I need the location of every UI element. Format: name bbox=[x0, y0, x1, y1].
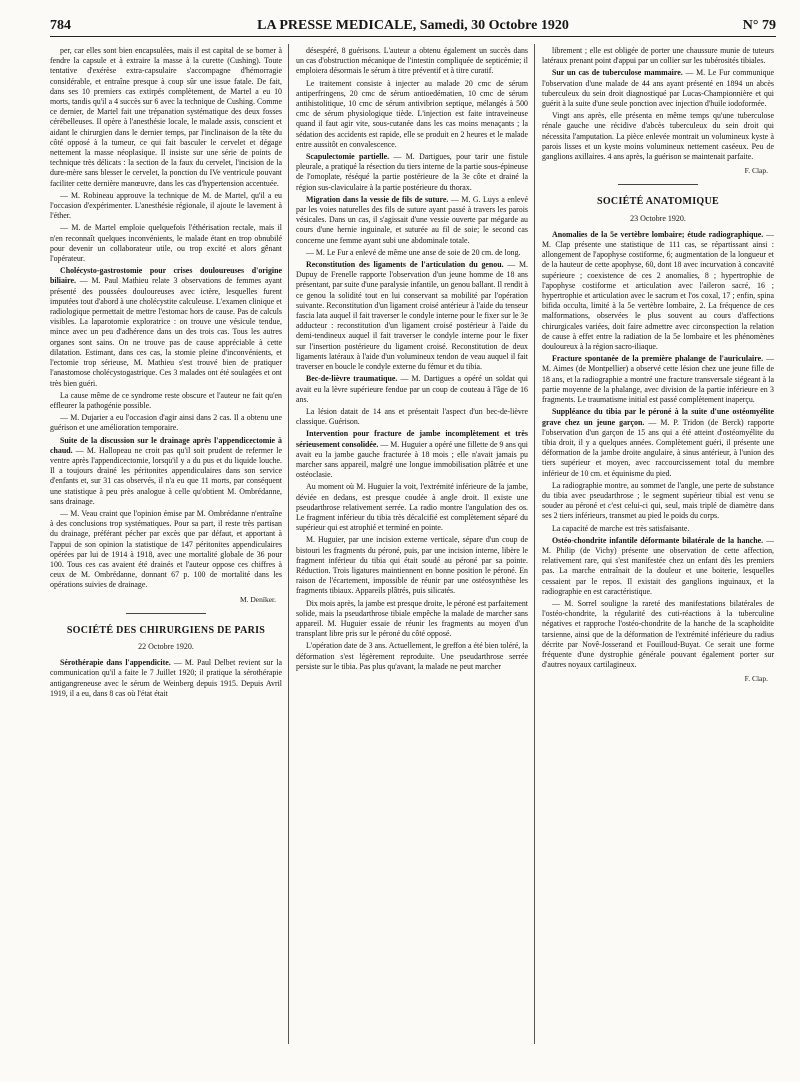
paragraph: Vingt ans après, elle présenta en même temps qu'une tuberculose rénale gauche une récidive d'abcès tuberculeux du sein droit qui nécessita l'amputation. La pièce enlevée montrait un volumineux kyste à parois lisses et un kyste moins volumineux nettement caséeux. Peu de ganglions axillaires. 4 ans après, la guérison se maintenait parfaite. bbox=[542, 111, 774, 162]
paragraph: librement ; elle est obligée de porter une chaussure munie de tuteurs latéraux prenant point d'appui par un collier sur les tubérosités tibiales. bbox=[542, 46, 774, 66]
section-date: 23 Octobre 1920. bbox=[630, 213, 686, 223]
article bbox=[296, 195, 528, 246]
article-heading: Sérothérapie dans l'appendicite. bbox=[60, 658, 171, 668]
section-rule bbox=[618, 184, 698, 185]
article-text: — M. Huguier a opéré une fillette de 9 ans qui avait eu la jambe gauche fracturée à 18 mois ; elle n'avait jamais pu marcher sans appareil, malgré une longue immobilisation plâtrée et une ostéoclasie. bbox=[296, 439, 528, 480]
article-heading: Reconstitution des ligaments de l'articulation du genou. bbox=[306, 260, 504, 270]
paragraph: — M. Veau craint que l'opinion émise par M. Ombrédanne n'entraîne à des conclusions trop systématiques. Pour sa part, il reste très partisan du drainage, préférant pécher par excès que par défaut, et apportant à l'appui de son opinion la statistique de 147 péritonites appendiculaires opérées par lui de 1914 à 1918, avec une mortalité globale de 36 pour 100. Tous ces cas avaient été drainés et l'auteur oppose ces chiffres à ceux de M. Ombrédanne, donnant 67 p. 100 de mortalité dans les opérations suivies de drainage. bbox=[50, 508, 282, 590]
paragraph: L'opération date de 3 ans. Actuellement, le greffon a été bien toléré, la déformation s'est légèrement reproduite. Une pseudarthrose serrée persiste sur le tibia. Pas plus qu'avant, la malade ne peut marcher bbox=[296, 641, 528, 671]
article bbox=[50, 436, 282, 507]
page-header bbox=[50, 16, 776, 37]
paragraph: per, car elles sont bien encapsulées, mais il est capital de se borner à fendre la capsule et à extraire la masse à la curette (Cushing). Toute tentative d'exérèse extra-capsulaire s'accompagne d'hémorragie considérable, et entraîne presque à coup sûr une issue fatale. De fait, dans ses 10 premiers cas extirpés complètement, de Martel a eu 10 morts, tandis qu'il a 4 succès sur 6 avec la technique de Cushing. Comme ce dernier, de Martel fait une trépanation systématique des deux fosses cérébelleuses. Il opère à l'anesthésie locale, le malade assis, conscient et aidant le chirurgien dans le dernier temps, par l'inclinaison de la tête du côté opposé à la tumeur, ce qui fait basculer le cervelet et dégage nettement la masse néoplasique. Il insiste sur une série de points de technique très délicats : la section de la faux du cervelet, l'incision de la dure-mère sans blesser le cervelet, la ponction du IVe ventricule pouvant faciliter cette dernière manœuvre, dans les cas d'hypertension accentuée. bbox=[50, 46, 282, 188]
paragraph: Au moment où M. Huguier la voit, l'extrémité inférieure de la jambe, déviée en dedans, est presque coudée à angle droit. Il existe une pseudarthrose relativement serrée. La radio montre l'angulation des os. Le fragment inférieur du tibia très décalcifié est complètement séparé du supérieur qui est atrophié et terminé en pointe. bbox=[296, 482, 528, 533]
article-text: — M. Dartigues a opéré un soldat qui avait eu la lèvre supérieure fendue par un coup de couteau à l'âge de 16 ans. bbox=[296, 374, 528, 404]
paragraph: La radiographie montre, au sommet de l'angle, une perte de substance du tibia avec pseudarthrose ; le segment supérieur tibial est venu se souder au péroné et c'est celui-ci qui, seul, mais triplé de diamètre dans ses 2 tiers inférieurs, transmet au pied le poids du corps. bbox=[542, 480, 774, 521]
author-signature: M. Denïker. bbox=[239, 594, 276, 604]
article bbox=[542, 354, 774, 405]
article-heading: Fracture spontanée de la première phalange de l'auriculaire. bbox=[552, 354, 764, 364]
paragraph: — M. Le Fur a enlevé de même une anse de soie de 20 cm. de long. bbox=[306, 247, 521, 257]
section-heading: SOCIÉTÉ ANATOMIQUE bbox=[596, 196, 719, 208]
paragraph: — M. Dujarier a eu l'occasion d'agir ainsi dans 2 cas. Il a obtenu une guérison et une amélioration temporaire. bbox=[50, 413, 282, 433]
article-heading: Scapulectomie partielle. bbox=[306, 152, 390, 162]
article-text: — M. Hallopeau ne croit pas qu'il soit prudent de refermer le ventre après l'appendicectomie, lorsqu'il y a du pus et du liquide louche. Il a toujours drainé les péritonites appendiculaires dans son service d'enfants et, sur 31 cas observés, il n'a eu que 11 morts, par conséquent une statistique à peu près analogue à celle qu'obtient M. Ombrédanne, sans drainage. bbox=[50, 445, 282, 506]
author-signature: F. Clap. bbox=[744, 674, 768, 684]
article-text: — M. Clap présente une statistique de 111 cas, se répartissant ainsi : allongement de l'apophyse costiforme, 6; augmentation de la longueur et de la hauteur de cette apophyse, 60, dont 18 avec incurvation à concavité supérieure ; coexistence de ces 2 anomalies, 8 ; hypertrophie de l'apophyse costiforme et articulation avec l'aileron sacré, 16 ; hypertrophie et articulation avec le sacrum et l'os coxal, 17 ; enfin, spina bifida occulta, limité à la 5e vertèbre lombaire, 2. La fréquence de ces malformations, observées le plus souvent au cours d'affections chirurgicales variées, doit faire admettre avec circonspection la relation de cause à effet entre la radiation de la 5e lombaire et les phénomènes douloureux à la région sacro-iliaque. bbox=[542, 229, 774, 352]
article bbox=[296, 152, 528, 193]
article-text: — M. G. Luys a enlevé par les voies naturelles des fils de suture ayant passé à travers les parois vésicales. Dans un cas, il s'agissait d'une vessie ouverte par mégarde au cours d'une hernie inguinale, et suturée au fil de soie; le second cas concerne une femme ayant subi une abdominale totale. bbox=[296, 194, 528, 245]
paragraph: — M. Sorrel souligne la rareté des manifestations bilatérales de l'ostéo-chondrite, la régularité des cuti-réactions à la tuberculine négatives et rapproche l'ostéo-chondrite de la hanche de la scaphoïdite tarsienne, ainsi que de la déformation de l'extrémité inférieure du radius décrite par Novê-Josserand et Fouilloud-Buyat. Ce serait une forme fréquente d'une dystrophie générale pouvant également porter sur d'autres noyaux cartilagineux. bbox=[542, 598, 774, 670]
article bbox=[296, 374, 528, 405]
article-text: — M. Paul Delbet revient sur la communication qu'il a faite le 7 Juillet 1920; il pratique la sérothérapie antigangreneuse avec le sérum de Weinberg depuis 1915. Depuis Avril 1919, il a eu, dans 8 cas où l'état était bbox=[50, 658, 282, 698]
article-text: — M. Aimes (de Montpellier) a observé cette lésion chez une jeune fille de 18 ans, et la radiographie a montré une fracture transversale siégeant à la partie moyenne de la phalange, avec division de la partie inférieure en 3 fragments. Le traumatisme initial est passé complètement inaperçu. bbox=[542, 354, 774, 405]
paragraph: Dix mois après, la jambe est presque droite, le péroné est parfaitement solide, mais la pseudarthrose tibiale empêche la malade de marcher sans appareil. M. Huguier essaie de réunir les fragments au moyen d'un transplant libre pris sur le péroné du côté opposé. bbox=[296, 598, 528, 639]
article-heading: Ostéo-chondrite infantile déformante bilatérale de la hanche. bbox=[552, 535, 764, 545]
paragraph: La capacité de marche est très satisfaisante. bbox=[552, 523, 690, 533]
author-signature: F. Clap. bbox=[744, 166, 768, 176]
article-text: — M. Dupuy de Frenelle rapporte l'observation d'un jeune homme de 18 ans présentant, par suite d'une paralysie infantile, un genou ballant. Il rendit à ce genou la solidité tout en lui conservant sa mobilité par l'opération suivante. Reconstitution d'un ligament croisé antérieur à l'aide du tenseur fascia lata auquel il fait traverser le condyle interne pour le fixer sur le 3e adducteur : reconstitution d'un ligament croisé postérieur à l'aide du demi-tendineux auquel il fait traverser le condyle interne pour le fixer sur l'insertion postérieure du ligament croisé. Reconstitution de deux ligaments latéraux à l'aide d'un volumineux tendon de veau auquel il fait traverser en boucle le condyle externe du fémur et du tibia. bbox=[296, 260, 528, 372]
article-text: — M. P. Tridon (de Berck) rapporte l'observation d'un garçon de 15 ans qui a été atteint d'ostéomyélite du tibia droit, il y a quelques années. Complètement guéri, il présente une déformation de la jambe droite angulaire, à sinus antérieur, à l'union des tiers supérieur et moyen, avec raccourcissement total du membre inférieur de 10 cm. et équinisme du pied. bbox=[542, 417, 774, 478]
article-text: — M. Philip (de Vichy) présente une observation de cette affection, relativement rare, qui s'est manifestée chez un enfant dès les premiers pas. La marche entraînait de la douleur et une boiterie, lesquelles cessaient par le repos. Il existait des ganglions inguinaux, et la radiographie en est caractéristique. bbox=[542, 535, 774, 596]
article-text: — M. Dartigues, pour tarir une fistule pleurale, a pratiqué la résection du tiers interne de la partie sous-épineuse de l'omoplate, réséqué la partie postérieure de la 3e côte et drainé la région sus-claviculaire à la partie postérieure du thorax. bbox=[296, 152, 528, 192]
paragraph: — M. de Martel emploie quelquefois l'éthérisation rectale, mais il n'en reconnaît quelques inconvénients, le malade étant en trop obnubilé pour devenir un collaborateur utile, ou trop excité et alors gênant l'opérateur. bbox=[50, 223, 282, 264]
column-3 bbox=[542, 46, 774, 1056]
paragraph: La cause même de ce syndrome reste obscure et l'auteur ne fait qu'en effleurer la pathogénie possible. bbox=[50, 390, 282, 410]
article-heading: Migration dans la vessie de fils de suture. bbox=[306, 194, 449, 204]
section-rule bbox=[126, 613, 206, 614]
paragraph: M. Huguier, par une incision externe verticale, sépare d'un coup de bistouri les fragments du péroné, puis, par une incision interne, libère le fragment inférieur du tibia qui était soudé au péroné par sa pointe. Réduction. Trois ligatures maintiennent en bonne position le péroné. En raison de l'écartement, impossible de réunir par une ostéosynthèse les fragments tibiaux. Appareils plâtrés, puis silicatés. bbox=[296, 535, 528, 596]
article-heading: Suppléance du tibia par le péroné à la suite d'une ostéomyélite grave chez un jeune garçon. bbox=[542, 407, 774, 427]
column-divider bbox=[288, 44, 289, 1044]
article bbox=[50, 266, 282, 388]
article-heading: Anomalies de la 5e vertèbre lombaire; étude radiographique. bbox=[552, 229, 764, 239]
article bbox=[296, 260, 528, 372]
article-text: — M. Paul Mathieu relate 3 observations de femmes ayant présenté des poussées douloureuses avec ictère, lesquelles furent imputées tout d'abord à une cholécystite calculeuse. L'examen clinique et radiologique permettait de mettre l'estomac hors de cause. Pas de calculs visibles. La laparotomie exploratrice : on trouve une vésicule tendue, mince avec un peu d'adhérence dans un des trois cas. Tous les autres organes sont sains. On ne trouve pas de cause appréciable à cette dilatation. Estimant, dans ces cas, la stomie pleine d'inconvénients, et l'ectomie trop sérieuse, M. Mathieu s'est trouvé bien de pratiquer l'anastomose cholécystogastrique. Ces 3 malades ont été soulagées et ont très bien guéri. bbox=[50, 276, 282, 388]
article bbox=[50, 658, 282, 699]
article-heading: Bec-de-lièvre traumatique. bbox=[306, 374, 398, 384]
article-text: — M. Le Fur communique l'observation d'une malade de 44 ans ayant présenté en 1894 un abcès tuberculeux du sein droit diagnostiqué par Lucas-Championnière et qui guérit à la suite d'une seule ponction avec injection d'huile iodoformée. bbox=[542, 68, 774, 109]
article bbox=[542, 68, 774, 109]
paragraph: — M. Robineau approuve la technique de M. de Martel, qu'il a eu l'occasion d'expérimenter. L'anesthésie régionale, il ajoute le lavement à l'éther. bbox=[50, 190, 282, 221]
page-number: 784 bbox=[50, 18, 71, 33]
section-date: 22 Octobre 1920. bbox=[138, 641, 194, 651]
column-1 bbox=[50, 46, 282, 1056]
article-heading: Sur un cas de tuberculose mammaire. bbox=[552, 68, 683, 78]
paragraph: La lésion datait de 14 ans et présentait l'aspect d'un bec-de-lièvre classique. Guérison. bbox=[296, 406, 528, 427]
column-divider bbox=[534, 44, 535, 1044]
column-2 bbox=[296, 46, 528, 1056]
article-heading: Cholécysto-gastrostomie pour crises douloureuses d'origine biliaire. bbox=[50, 266, 282, 286]
article-heading: Intervention pour fracture de jambe incomplètement et très sérieusement consolidée. bbox=[296, 429, 528, 449]
paragraph: désespéré, 8 guérisons. L'auteur a obtenu également un succès dans un cas d'obstruction mécanique de l'intestin compliquée de septicémie; il emploiera désormais le sérum à titre préventif et à titre curatif. bbox=[296, 46, 528, 76]
article bbox=[542, 536, 774, 597]
paragraph: Le traitement consiste à injecter au malade 20 cmc de sérum antiperfringens, 20 cmc de sérum antioedématien, 10 cmc de sérum antihistolitique, 10 cmc de sérum antivibrion septique, mélangés à 500 cmc de sérum physiologique tiède. L'injection est faite intraveineuse quand il faut agir vite, sous-cutanée dans les cas moins menaçants ; la sédation des accidents est rapide, elle se produit en 2 heures et le malade entre aussitôt en convalescence. bbox=[296, 78, 528, 149]
journal-title: LA PRESSE MEDICALE, Samedi, 30 Octobre 1920 bbox=[257, 18, 569, 33]
article bbox=[542, 407, 774, 478]
article-heading: Suite de la discussion sur le drainage après l'appendicectomie à chaud. bbox=[50, 435, 282, 455]
article bbox=[542, 230, 774, 352]
issue-number: N° 79 bbox=[742, 18, 776, 33]
article bbox=[296, 429, 528, 480]
section-heading: SOCIÉTÉ DES CHIRURGIENS DE PARIS bbox=[66, 624, 266, 636]
